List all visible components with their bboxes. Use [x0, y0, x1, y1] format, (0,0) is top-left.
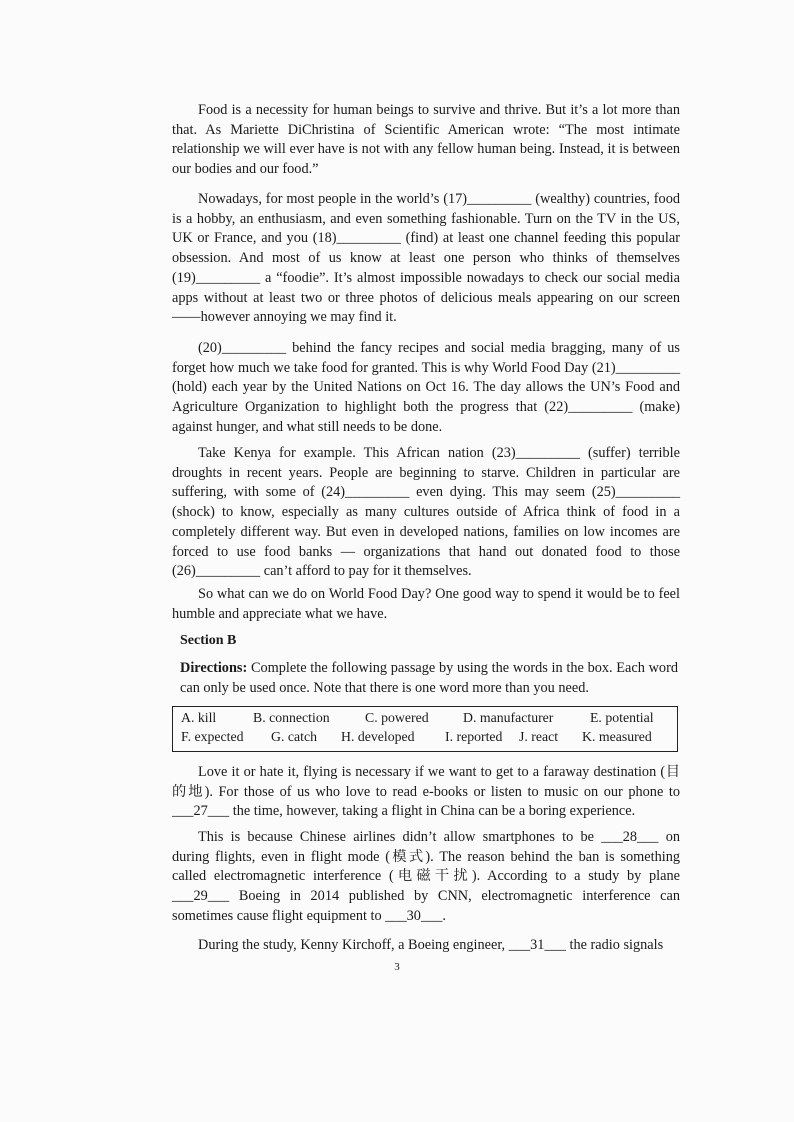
passage-a-paragraph-4: Take Kenya for example. This African nation (23)_________ (suffer) terrible droughts in recent years. People are beginning to starve. Children in particular are suffering, with some of (24)_________ even dying. This may seem (25)_________ (shock) to know, especially as many cultures outside of Africa think of food in a completely different way. But even in developed nations, families on low incomes are forced to use food banks — organizations that hand out donated food to those (26)_________ can’t afford to pay for it themselves. [172, 445, 680, 580]
word-option: J. react [519, 729, 559, 744]
word-option: H. developed [341, 729, 415, 744]
passage-b-paragraph-1: Love it or hate it, flying is necessary if we want to get to a faraway destination (目的地). For those of us who love to read e-books or listen to music on our phone to ___27___ the time, however, taking a flight in China can be a boring experience. [172, 764, 680, 820]
passage-a-paragraph-2: Nowadays, for most people in the world’s (17)_________ (wealthy) countries, food is a hobby, an enthusiasm, and even something fashionable. Turn on the TV in the US, UK or France, and you (18)_________ (find) at least one channel feeding this popular obsession. And most of us know at least one person who thinks of themselves (19)_________ a “foodie”. It’s almost impossible nowadays to check our social media apps without at least two or three photos of delicious meals appearing on our screen——however annoying we may find it. [172, 191, 680, 326]
word-option: F. expected [181, 729, 244, 744]
word-box-row-1 [173, 710, 677, 730]
passage-a-paragraph-3: (20)_________ behind the fancy recipes and social media bragging, many of us forget how much we take food for granted. This is why World Food Day (21)_________ (hold) each year by the United Nations on Oct 16. The day allows the UN’s Food and Agriculture Organization to highlight both the progress that (22)_________ (make) against hunger, and what still needs to be done. [172, 340, 680, 435]
word-option: K. measured [582, 729, 652, 744]
word-box-row-2 [173, 729, 677, 749]
word-option: C. powered [365, 710, 429, 725]
word-option: G. catch [271, 729, 317, 744]
word-option: D. manufacturer [463, 710, 554, 725]
word-option: I. reported [445, 729, 503, 744]
passage-b-paragraph-3: During the study, Kenny Kirchoff, a Boeing engineer, ___31___ the radio signals [198, 937, 664, 953]
passage-a-paragraph-5: So what can we do on World Food Day? One good way to spend it would be to feel humble and appreciate what we have. [172, 586, 680, 622]
passage-b-paragraph-2: This is because Chinese airlines didn’t allow smartphones to be ___28___ on during flights, even in flight mode (模式). The reason behind the ban is something called electromagnetic interference (电磁干扰). According to a study by plane ___29___ Boeing in 2014 published by CNN, electromagnetic interference can sometimes cause flight equipment to ___30___. [172, 829, 680, 924]
section-b-directions [180, 659, 678, 698]
directions-label: Directions: [180, 660, 248, 676]
word-option: A. kill [181, 710, 217, 725]
word-option: E. potential [590, 710, 654, 725]
word-option: B. connection [253, 710, 330, 725]
section-b-heading: Section B [180, 633, 237, 648]
passage-a-paragraph-1: Food is a necessity for human beings to survive and thrive. But it’s a lot more than that. As Mariette DiChristina of Scientific American wrote: “The most intimate relationship we will ever have is not with any fellow human being. Instead, it is between our bodies and our food.” [172, 102, 680, 178]
page-number: 3 [394, 961, 400, 973]
directions-text: Complete the following passage by using the words in the box. Each word can only be used once. Note that there is one word more than you need. [180, 660, 678, 696]
word-box [172, 706, 678, 752]
